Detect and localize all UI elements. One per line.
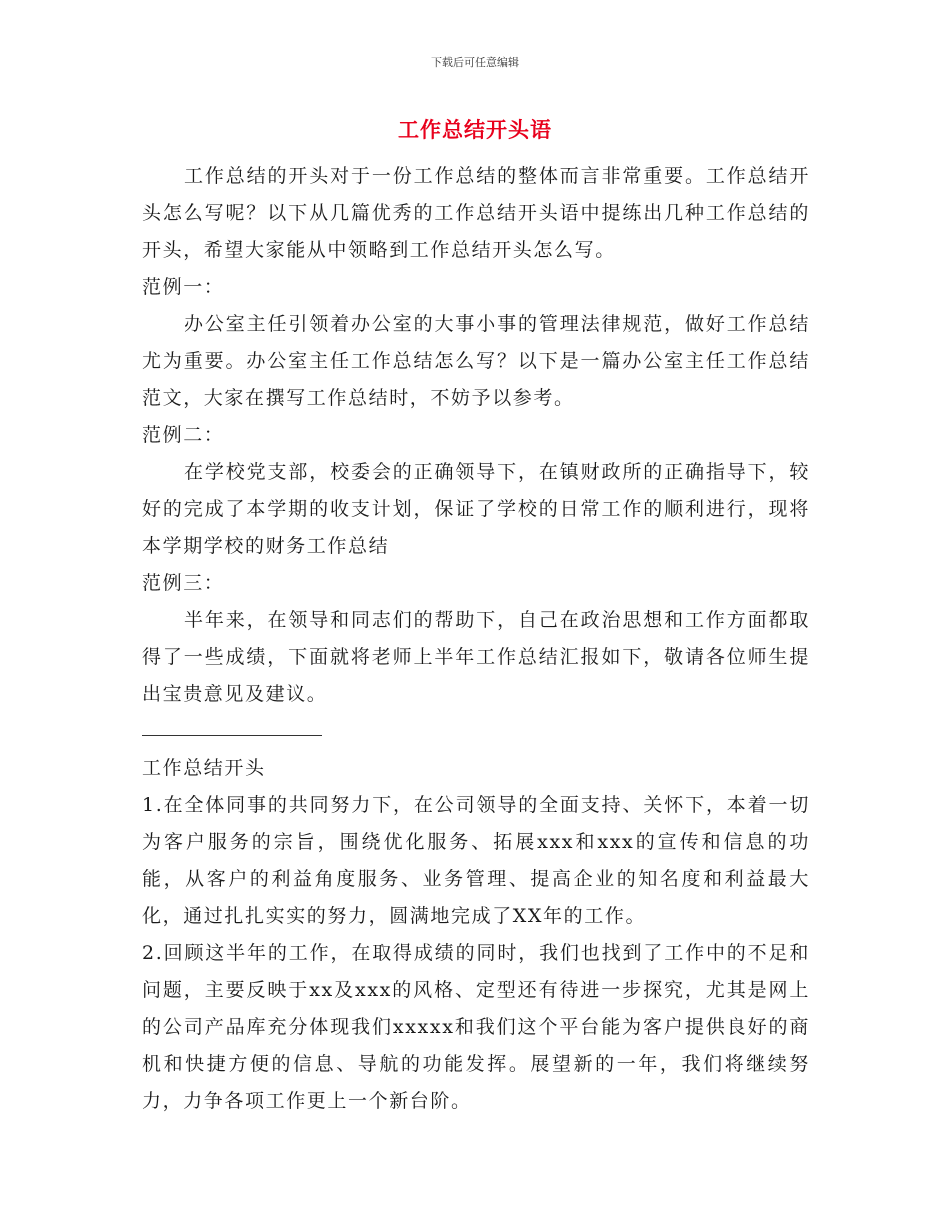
intro-paragraph: 工作总结的开头对于一份工作总结的整体而言非常重要。工作总结开头怎么写呢？以下从几篇优秀的工作总结开头语中提练出几种工作总结的开头，希望大家能从中领略到工作总结开头怎么写。	[142, 165, 810, 261]
document-body	[142, 158, 810, 1120]
section-divider	[142, 713, 322, 750]
list-item-2: 2.回顾这半年的工作，在取得成绩的同时，我们也找到了工作中的不足和问题，主要反映于xx及xxx的风格、定型还有待进一步探究，尤其是网上的公司产品库充分体现我们xxxxx和我们这个平台能为客户提供良好的商机和快捷方便的信息、导航的功能发挥。展望新的一年，我们将继续努力，力争各项工作更上一个新台阶。	[142, 942, 810, 1112]
document-title: 工作总结开头语	[398, 118, 552, 142]
example2-label: 范例二：	[142, 424, 225, 446]
example1-paragraph: 办公室主任引领着办公室的大事小事的管理法律规范，做好工作总结尤为重要。办公室主任工作总结怎么写？以下是一篇办公室主任工作总结范文，大家在撰写工作总结时，不妨予以参考。	[142, 313, 810, 409]
list-item-1: 1.在全体同事的共同努力下，在公司领导的全面支持、关怀下，本着一切为客户服务的宗旨，围绕优化服务、拓展xxx和xxx的宣传和信息的功能，从客户的利益角度服务、业务管理、提高企业的知名度和利益最大化，通过扎扎实实的努力，圆满地完成了XX年的工作。	[142, 794, 810, 927]
example1-label: 范例一：	[142, 276, 225, 298]
section-heading: 工作总结开头	[142, 757, 266, 779]
example3-paragraph: 半年来，在领导和同志们的帮助下，自己在政治思想和工作方面都取得了一些成绩，下面就将老师上半年工作总结汇报如下，敬请各位师生提出宝贵意见及建议。	[142, 609, 810, 705]
example2-paragraph: 在学校党支部，校委会的正确领导下，在镇财政所的正确指导下，较好的完成了本学期的收支计划，保证了学校的日常工作的顺利进行，现将本学期学校的财务工作总结	[142, 461, 810, 557]
header-note: 下载后可任意编辑	[431, 56, 519, 69]
example3-label: 范例三：	[142, 572, 225, 594]
